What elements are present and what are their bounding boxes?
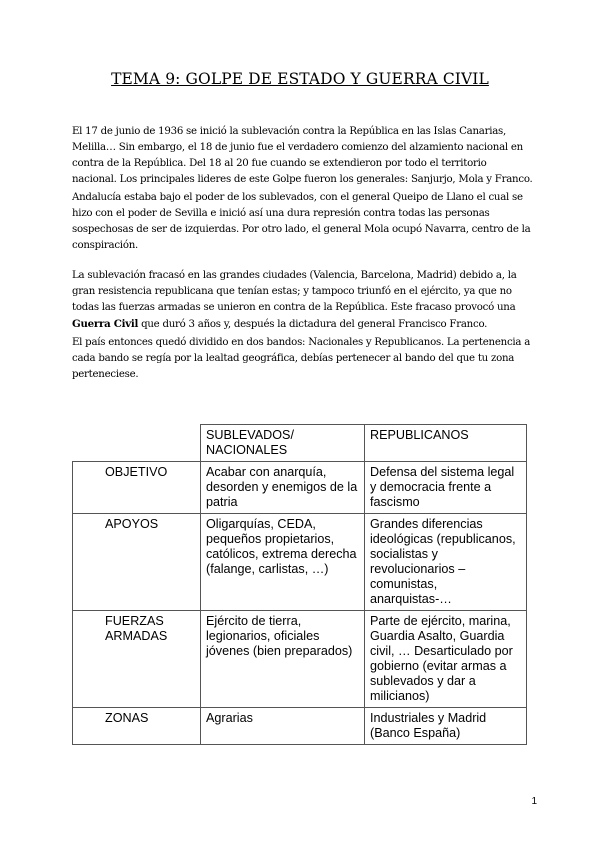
cell-republicanos-fuerzas-armadas: Parte de ejército, marina, Guardia Asalto, Guardia civil, … Desarticulado por gobierno (evitar armas a sublevados y dar a milicianos) — [365, 611, 527, 708]
cell-sublevados-objetivo: Acabar con anarquía, desorden y enemigos de la patria — [201, 462, 365, 514]
row-label-zonas: ZONAS — [73, 708, 201, 745]
row-label-objetivo: OBJETIVO — [73, 462, 201, 514]
table-row — [73, 611, 527, 708]
table-header-sublevados: SUBLEVADOS/ NACIONALES — [201, 425, 365, 462]
table-row — [73, 708, 527, 745]
table-header-row — [73, 425, 527, 462]
paragraph-fracaso-text-start: La sublevación fracasó en las grandes ciudades (Valencia, Barcelona, Madrid) debido a, la gran resistencia republicana que tenían estas; y tampoco triunfó en el ejército, ya que no todas las fuerzas armadas se unieron en contra de la República. Este fracaso provocó una — [72, 270, 517, 313]
paragraph-sublevacion: El 17 de junio de 1936 se inició la sublevación contra la República en las Islas Canarias, Melilla… Sin embargo, el 18 de junio fue el verdadero comienzo del alzamiento nacional en contra de la República. Del 18 al 20 fue cuando se extendieron por todo el territorio nacional. Los principales lideres de este Golpe fueron los generales: Sanjurjo, Mola y Franco. — [72, 126, 533, 185]
bandos-table — [72, 424, 527, 745]
cell-republicanos-zonas: Industriales y Madrid (Banco España) — [365, 708, 527, 745]
guerra-civil-bold: Guerra Civil — [72, 318, 139, 330]
row-label-fuerzas-armadas: FUERZAS ARMADAS — [73, 611, 201, 708]
row-label-apoyos: APOYOS — [73, 514, 201, 611]
table-row — [73, 462, 527, 514]
page-number: 1 — [531, 796, 537, 807]
table-header-empty — [73, 425, 201, 462]
paragraph-fracaso — [72, 268, 534, 333]
table-header-republicanos: REPUBLICANOS — [365, 425, 527, 462]
cell-sublevados-apoyos: Oligarquías, CEDA, pequeños propietarios, católicos, extrema derecha (falange, carlistas, …) — [201, 514, 365, 611]
cell-sublevados-zonas: Agrarias — [201, 708, 365, 745]
paragraph-fracaso-text-end: que duró 3 años y, después la dictadura del general Francisco Franco. — [138, 319, 488, 330]
paragraph-bandos: El país entonces quedó dividido en dos bandos: Nacionales y Republicanos. La pertenencia a cada bando se regía por la lealtad geográfica, debías pertenecer al bando del que tu zona perteneciese. — [72, 337, 531, 380]
page-title: TEMA 9: GOLPE DE ESTADO Y GUERRA CIVIL — [111, 70, 489, 88]
paragraph-andalucia: Andalucía estaba bajo el poder de los sublevados, con el general Queipo de Llano el cual se hizo con el poder de Sevilla e inició así una dura represión contra todas las personas sospechosas de ser de izquierdas. Por otro lado, el general Mola ocupó Navarra, centro de la conspiración. — [72, 192, 531, 251]
cell-republicanos-apoyos: Grandes diferencias ideológicas (republicanos, socialistas y revolucionarios – comunistas, anarquistas-… — [365, 514, 527, 611]
cell-sublevados-fuerzas-armadas: Ejército de tierra, legionarios, oficiales jóvenes (bien preparados) — [201, 611, 365, 708]
cell-republicanos-objetivo: Defensa del sistema legal y democracia frente a fascismo — [365, 462, 527, 514]
table-row — [73, 514, 527, 611]
